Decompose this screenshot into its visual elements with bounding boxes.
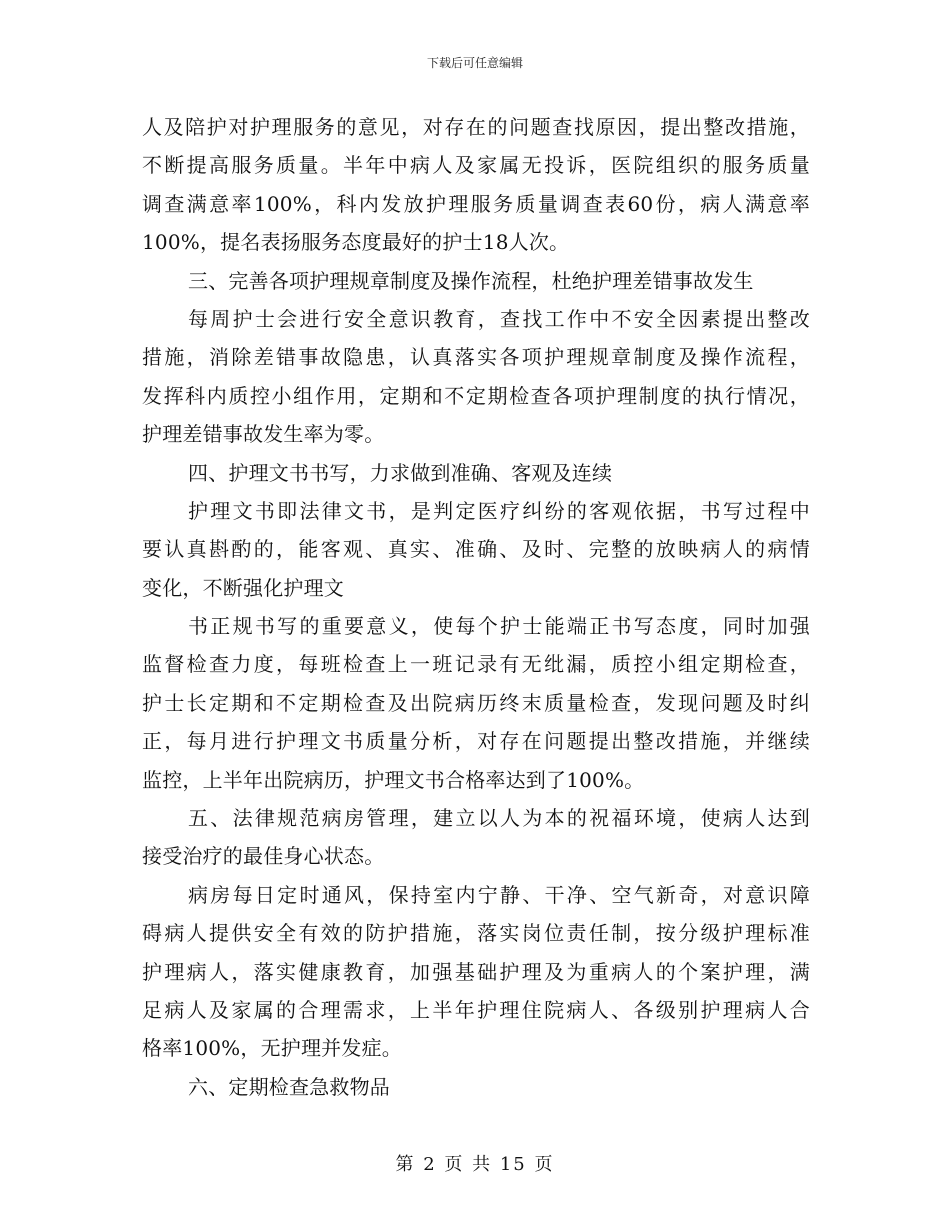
text-line: 调查满意率100%，科内发放护理服务质量调查表60份，病人满意率	[142, 191, 810, 216]
section-heading: 四、护理文书书写，力求做到准确、客观及连续	[188, 460, 613, 485]
text-line: 100%，提名表扬服务态度最好的护士18人次。	[142, 230, 570, 255]
text-line: 碍病人提供安全有效的防护措施，落实岗位责任制，按分级护理标准	[142, 921, 810, 946]
text-line: 护理病人，落实健康教育，加强基础护理及为重病人的个案护理，满	[142, 959, 810, 984]
text-line: 病房每日定时通风，保持室内宁静、干净、空气新奇，对意识障	[188, 882, 810, 907]
text-line: 人及陪护对护理服务的意见，对存在的问题查找原因，提出整改措施，	[142, 115, 810, 139]
text-line: 护士长定期和不定期检查及出院病历终末质量检查，发现问题及时纠	[142, 690, 810, 715]
text-line: 变化，不断强化护理文	[142, 575, 344, 600]
text-line: 监控，上半年出院病历，护理文书合格率达到了100%。	[142, 767, 645, 792]
text-line: 格率100%，无护理并发症。	[142, 1036, 402, 1061]
section-heading: 六、定期检查急救物品	[188, 1074, 390, 1099]
text-line: 要认真斟酌的，能客观、真实、准确、及时、完整的放映病人的病情	[142, 537, 810, 562]
page-header: 下载后可任意编辑	[426, 56, 523, 70]
text-line: 发挥科内质控小组作用，定期和不定期检查各项护理制度的执行情况，	[142, 383, 810, 408]
section-heading: 五、法律规范病房管理，建立以人为本的祝福环境，使病人达到	[188, 806, 810, 831]
text-line: 护理差错事故发生率为零。	[142, 422, 385, 447]
body-text	[142, 108, 810, 1106]
text-line: 每周护士会进行安全意识教育，查找工作中不安全因素提出整改	[188, 306, 810, 331]
section-heading: 三、完善各项护理规章制度及操作流程，杜绝护理差错事故发生	[188, 268, 754, 293]
text-line: 护理文书即法律文书，是判定医疗纠纷的客观依据，书写过程中	[188, 498, 810, 523]
text-line: 接受治疗的最佳身心状态。	[142, 844, 385, 869]
page-footer: 第 2 页 共 15 页	[395, 1154, 555, 1175]
text-line: 正，每月进行护理文书质量分析，对存在问题提出整改措施，并继续	[142, 729, 810, 754]
text-line: 不断提高服务质量。半年中病人及家属无投诉，医院组织的服务质量	[142, 153, 810, 178]
text-line: 书正规书写的重要意义，使每个护士能端正书写态度，同时加强	[188, 614, 810, 639]
text-line: 足病人及家属的合理需求，上半年护理住院病人、各级别护理病人合	[142, 997, 810, 1022]
text-line: 措施，消除差错事故隐患，认真落实各项护理规章制度及操作流程，	[142, 345, 810, 370]
text-line: 监督检查力度，每班检查上一班记录有无纰漏，质控小组定期检查，	[142, 652, 810, 677]
